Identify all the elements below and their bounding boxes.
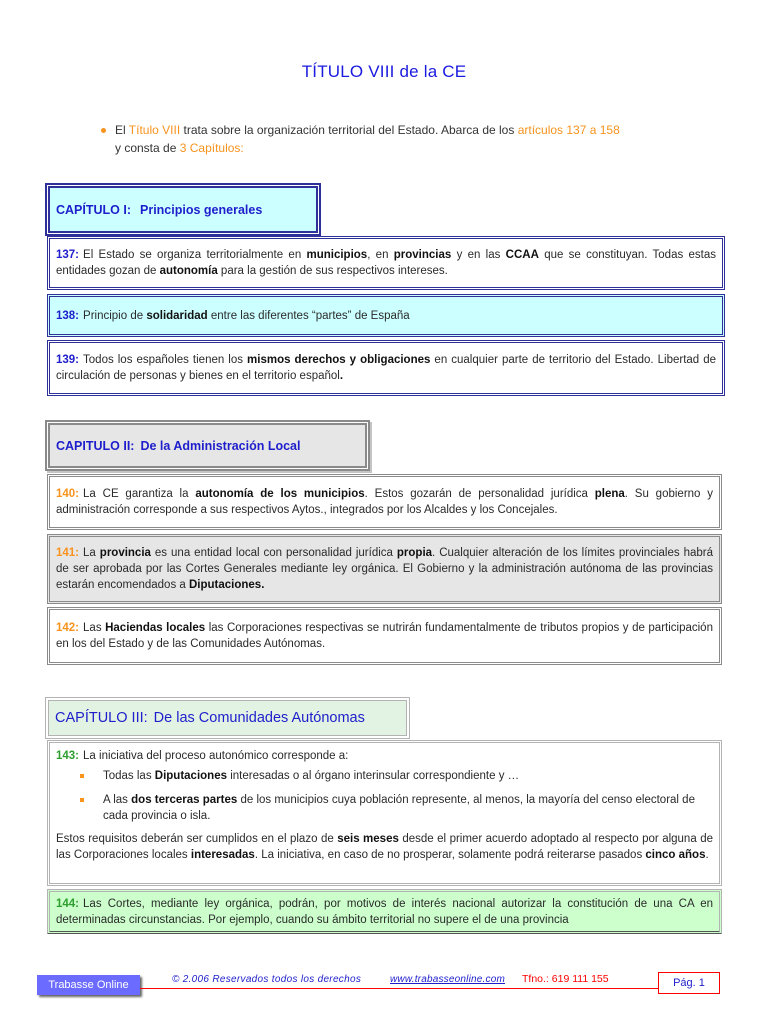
text-run: El: [115, 123, 129, 137]
article-number: 137:: [56, 249, 80, 261]
article-141-box: [47, 534, 722, 604]
article-bullet-list: [56, 768, 713, 824]
text-run: trata sobre la organización territorial del Estado. Abarca de los: [180, 123, 518, 137]
article-text: [56, 352, 716, 384]
article-number: 144:: [56, 897, 80, 910]
square-bullet-icon: [80, 774, 84, 778]
text-run: que se constituyan. Todas estas entidades gozan de: [56, 249, 716, 277]
text-run: desde el primer acuerdo adoptado al respecto por alguna de las Corporaciones locales: [56, 833, 713, 861]
chapter-label: CAPÍTULO I:: [56, 202, 131, 217]
article-number: 143:: [56, 750, 80, 762]
bold-term: interesadas: [190, 849, 255, 861]
text-run: . Cualquier alteración de los límites provinciales habrá de ser aprobada por las Cortes Generales mediante ley orgánica. El Gobierno y la administración autónoma de las provincias estarán encomendados a: [56, 547, 713, 591]
bold-term: Diputaciones.: [188, 579, 265, 591]
bold-term: provincia: [99, 547, 151, 559]
article-body: [56, 547, 713, 591]
intro-line: [115, 139, 740, 157]
article-text: [56, 896, 713, 928]
text-run: . La iniciativa, en caso de no prosperar, solamente podrá reiterarse pasados: [254, 849, 646, 861]
bold-term: plena: [594, 488, 625, 500]
text-run: La CE garantiza la: [83, 488, 196, 500]
text-run: La: [83, 547, 100, 559]
text-run: Principio de: [83, 309, 147, 322]
list-item: [56, 792, 713, 824]
article-body: [56, 898, 713, 926]
text-run: y consta de: [115, 141, 180, 155]
footer-divider: [140, 988, 658, 989]
bold-term: Diputaciones: [154, 770, 227, 782]
article-text: [56, 486, 713, 518]
bold-term: Haciendas locales: [105, 622, 206, 634]
text-run: y en las: [451, 249, 506, 261]
chapter-heading: [45, 420, 370, 471]
text-run: . Su gobierno y administración corresponde a sus respectivos Aytos., integrados por los Alcaldes y los Concejales.: [56, 488, 714, 516]
text-run: Las: [83, 622, 106, 634]
article-closing-text: [56, 831, 713, 863]
chapter-title: De las Comunidades Autónomas: [153, 710, 365, 726]
article-text: [56, 620, 713, 652]
document-title: TÍTULO VIII de la CE: [301, 62, 467, 81]
brand-badge: Trabasse Online: [37, 975, 140, 995]
bold-term: cinco años: [645, 849, 706, 861]
text-run: Todas las: [103, 770, 155, 782]
bold-term: propia: [396, 547, 433, 559]
website-link[interactable]: www.trabasseonline.com: [390, 974, 506, 985]
bold-term: seis meses: [337, 833, 399, 845]
text-run: El Estado se organiza territorialmente en: [83, 249, 307, 261]
article-number: 139:: [56, 354, 80, 366]
chapter-label: CAPITULO II:: [56, 438, 135, 453]
bold-term: autonomía de los municipios: [195, 488, 365, 500]
text-run: Estos requisitos deberán ser cumplidos en el plazo de: [56, 833, 338, 845]
text-run: interesadas o al órgano interinsular correspondiente y …: [227, 770, 520, 782]
article-number: 138:: [56, 309, 80, 322]
chapter-label: CAPÍTULO III:: [55, 710, 148, 726]
article-144-box: [47, 889, 722, 934]
article-body: [83, 750, 348, 762]
article-137-box: [47, 236, 725, 290]
article-body: [83, 310, 410, 322]
bold-term: mismos derechos y obligaciones: [247, 354, 431, 366]
chapter-title: Principios generales: [140, 202, 263, 217]
text-run: , en: [367, 249, 394, 261]
article-text: [56, 308, 716, 324]
article-text: [56, 748, 713, 764]
article-140-box: [47, 474, 722, 530]
text-run: Todos los españoles tienen los: [83, 354, 248, 366]
article-143-box: [47, 740, 722, 886]
page-number: Pág. 1: [658, 972, 720, 994]
text-run: .: [705, 849, 709, 861]
bold-term: provincias: [393, 249, 452, 261]
text-run: es una entidad local con personalidad jurídica: [150, 547, 397, 559]
highlighted-term: Título VIII: [128, 123, 181, 137]
text-run: de los municipios cuya población represente, al menos, la mayoría del censo electoral de cada provincia o isla.: [103, 794, 695, 822]
article-number: 140:: [56, 488, 80, 500]
list-item: [56, 768, 713, 784]
text-run: en cualquier parte de territorio del Estado. Libertad de circulación de personas y bienes en el territorio español: [56, 354, 716, 382]
article-text: [56, 247, 716, 279]
chapter-title: De la Administración Local: [140, 438, 301, 453]
bold-term: dos terceras partes: [131, 794, 238, 806]
intro-line: [115, 121, 740, 139]
bold-term: autonomía: [159, 265, 218, 277]
text-run: entre las diferentes “partes” de España: [207, 309, 410, 322]
list-item-text: [103, 770, 519, 782]
bold-term: .: [339, 370, 344, 382]
text-run: Las Cortes, mediante ley orgánica, podrán, por motivos de interés nacional autorizar la constitución de una CA en determinadas circunstancias. Por ejemplo, cuando su ámbito territorial no supere el de una provincia: [56, 897, 713, 926]
highlighted-term: 3 Capítulos:: [179, 141, 244, 155]
text-run: La iniciativa del proceso autonómico corresponde a:: [83, 750, 349, 762]
phone-number: Tfno.: 619 111 155: [522, 973, 609, 985]
article-body: [56, 249, 716, 277]
text-run: . Estos gozarán de personalidad jurídica: [364, 488, 595, 500]
article-body: [56, 488, 713, 516]
article-body: [56, 622, 713, 650]
bold-term: solidaridad: [146, 309, 208, 322]
article-142-box: [47, 607, 722, 665]
highlighted-term: artículos 137 a 158: [517, 123, 620, 137]
article-138-box: [47, 294, 725, 337]
bold-term: municipios: [306, 249, 368, 261]
bold-term: CCAA: [505, 249, 539, 261]
bullet-dot-icon: [101, 128, 106, 133]
chapter-heading: [45, 697, 410, 739]
intro-paragraph: [100, 121, 740, 157]
article-number: 141:: [56, 547, 80, 559]
article-number: 142:: [56, 622, 80, 634]
text-run: las Corporaciones respectivas se nutrirán fundamentalmente de tributos propios y de participación en los del Estado y de las Comunidades Autónomas.: [56, 622, 713, 650]
list-item-text: [103, 794, 695, 822]
article-body: [56, 354, 716, 382]
text-run: para la gestión de sus respectivos intereses.: [217, 265, 448, 277]
text-run: A las: [103, 794, 132, 806]
chapter-heading: [45, 183, 321, 236]
copyright-text: © 2.006 Reservados todos los derechos: [172, 974, 362, 985]
square-bullet-icon: [80, 798, 84, 802]
article-text: [56, 545, 713, 593]
article-139-box: [47, 340, 725, 396]
